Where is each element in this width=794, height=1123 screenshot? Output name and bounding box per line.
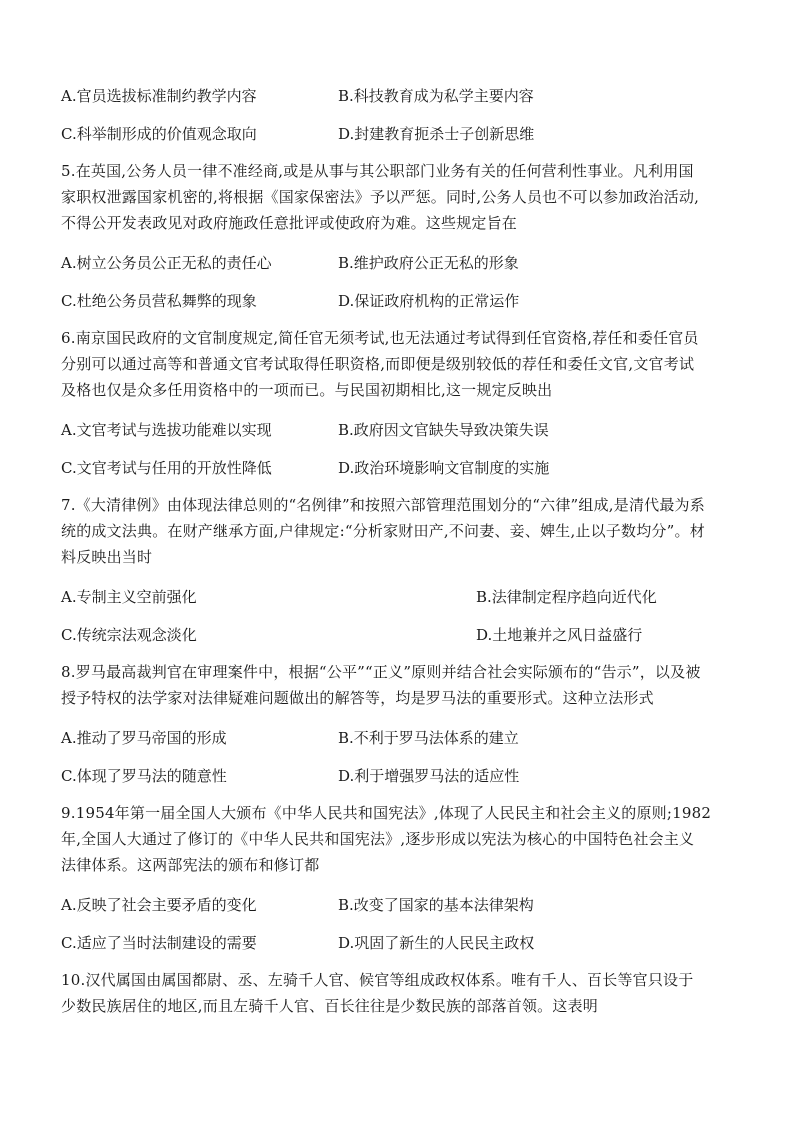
q5-option-d[interactable]: D.保证政府机构的正常运作 — [338, 292, 520, 310]
q4-option-d[interactable]: D.封建教育扼杀士子创新思维 — [338, 125, 535, 143]
q8-option-d[interactable]: D.利于增强罗马法的适应性 — [338, 767, 520, 785]
q6-stem — [61, 325, 741, 403]
q4-option-c[interactable]: C.科举制形成的价值观念取向 — [61, 125, 257, 143]
q10-stem-line: 少数民族居住的地区,而且左骑千人官、百长往往是少数民族的部落首领。这表明 — [61, 997, 598, 1015]
q6-option-c[interactable]: C.文官考试与任用的开放性降低 — [61, 459, 272, 477]
q6-option-a[interactable]: A.文官考试与选拔功能难以实现 — [61, 421, 272, 439]
q10-stem — [61, 967, 741, 1019]
q5-option-b[interactable]: B.维护政府公正无私的形象 — [338, 254, 519, 272]
q10-stem-line: 10.汉代属国由属国都尉、丞、左骑千人官、候官等组成政权体系。唯有千人、百长等官只设于 — [61, 971, 694, 989]
q7-option-c[interactable]: C.传统宗法观念淡化 — [61, 626, 197, 644]
q9-option-b[interactable]: B.改变了国家的基本法律架构 — [338, 896, 534, 914]
q4-option-a[interactable]: A.官员选拔标准制约教学内容 — [61, 87, 257, 105]
q9-option-a[interactable]: A.反映了社会主要矛盾的变化 — [61, 896, 257, 914]
q9-option-c[interactable]: C.适应了当时法制建设的需要 — [61, 934, 257, 952]
q6-stem-line: 及格也仅是众多任用资格中的一项而已。与民国初期相比,这一规定反映出 — [61, 381, 553, 399]
q9-stem-line: 年,全国人大通过了修订的《中华人民共和国宪法》,逐步形成以宪法为核心的中国特色社会主义 — [61, 830, 695, 848]
q5-stem-line: 不得公开发表政见对政府施政任意批评或使政府为难。这些规定旨在 — [61, 214, 518, 232]
q8-stem-line: 授予特权的法学家对法律疑难问题做出的解答等，均是罗马法的重要形式。这种立法形式 — [61, 689, 654, 707]
q8-option-a[interactable]: A.推动了罗马帝国的形成 — [61, 729, 227, 747]
q5-stem-line: 5.在英国,公务人员一律不准经商,或是从事与其公职部门业务有关的任何营利性事业。凡利用国 — [61, 162, 694, 180]
q7-stem — [61, 492, 741, 570]
q6-option-b[interactable]: B.政府因文官缺失导致决策失误 — [338, 421, 549, 439]
q9-stem — [61, 800, 741, 878]
q6-stem-line: 分别可以通过高等和普通文官考试取得任职资格,而即便是级别较低的荐任和委任文官,文官考试 — [61, 355, 695, 373]
q4-option-b[interactable]: B.科技教育成为私学主要内容 — [338, 87, 534, 105]
q6-stem-line: 6.南京国民政府的文官制度规定,简任官无须考试,也无法通过考试得到任官资格,荐任和委任官员 — [61, 329, 699, 347]
q7-stem-line: 7.《大清律例》由体现法律总则的“名例律”和按照六部管理范围划分的“六律”组成,是清代最为系 — [61, 496, 705, 514]
q7-stem-line: 统的成文法典。在财产继承方面,户律规定:“分析家财田产,不问妻、妾、婢生,止以子数均分”。材 — [61, 522, 705, 540]
q6-option-d[interactable]: D.政治环境影响文官制度的实施 — [338, 459, 550, 477]
q5-stem-line: 家职权泄露国家机密的,将根据《国家保密法》予以严惩。同时,公务人员也不可以参加政治活动, — [61, 188, 700, 206]
q8-option-b[interactable]: B.不利于罗马法体系的建立 — [338, 729, 519, 747]
q9-stem-line: 法律体系。这两部宪法的颁布和修订都 — [61, 856, 320, 874]
q5-option-a[interactable]: A.树立公务员公正无私的责任心 — [61, 254, 272, 272]
q8-option-c[interactable]: C.体现了罗马法的随意性 — [61, 767, 227, 785]
q8-stem — [61, 659, 741, 711]
q7-option-a[interactable]: A.专制主义空前强化 — [61, 588, 197, 606]
q9-stem-line: 9.1954年第一届全国人大颁布《中华人民共和国宪法》,体现了人民民主和社会主义的原则;1982 — [61, 804, 712, 822]
q5-stem — [61, 158, 741, 236]
q9-option-d[interactable]: D.巩固了新生的人民民主政权 — [338, 934, 535, 952]
q7-stem-line: 料反映出当时 — [61, 548, 153, 566]
q8-stem-line: 8.罗马最高裁判官在审理案件中，根据“公平”“正义”原则并结合社会实际颁布的“告示”，以及被 — [61, 663, 701, 681]
q7-option-b[interactable]: B.法律制定程序趋向近代化 — [476, 588, 657, 606]
q7-option-d[interactable]: D.土地兼并之风日益盛行 — [476, 626, 643, 644]
q5-option-c[interactable]: C.杜绝公务员营私舞弊的现象 — [61, 292, 257, 310]
